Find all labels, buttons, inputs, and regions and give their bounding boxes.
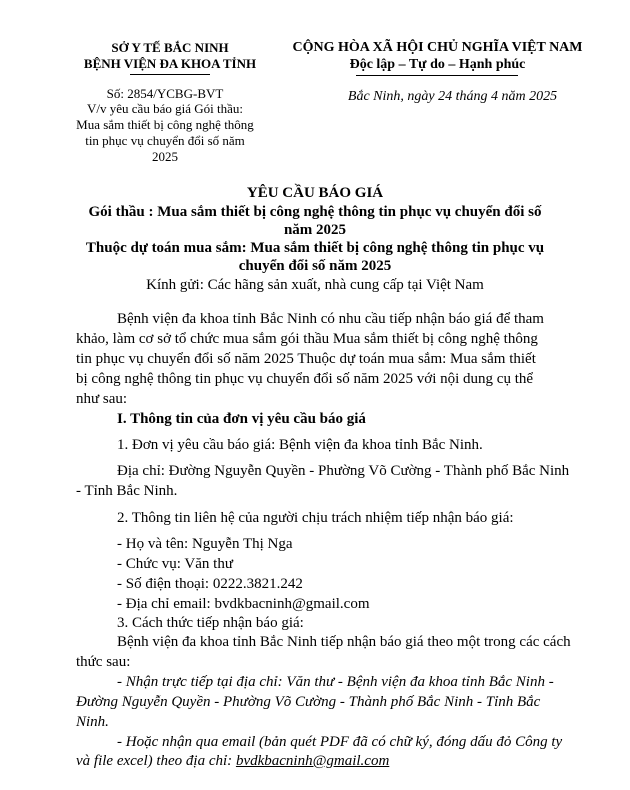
subject-line: V/v yêu cầu báo giá Gói thầu: (87, 101, 243, 116)
direct-delivery-line: Đường Nguyễn Quyền - Phường Võ Cường - Thành phố Bắc Ninh - Tỉnh Bắc (76, 694, 541, 710)
email-delivery-line: - Hoặc nhận qua email (bản quét PDF đã có chữ ký, đóng dấu đỏ Công ty (117, 734, 563, 750)
national-motto: Độc lập – Tự do – Hạnh phúc (349, 57, 526, 72)
methods-line: Bệnh viện đa khoa tỉnh Bắc Ninh tiếp nhận báo giá theo một trong các cách (117, 634, 571, 650)
address-line: Địa chỉ: Đường Nguyễn Quyền - Phường Võ Cường - Thành phố Bắc Ninh (117, 463, 570, 479)
methods-line: thức sau: (76, 654, 131, 670)
email-link[interactable]: bvdkbacninh@gmail.com (235, 753, 390, 769)
intro-line: Bệnh viện đa khoa tỉnh Bắc Ninh có nhu cầu tiếp nhận báo giá để tham (117, 311, 544, 327)
receiving-method-heading: 3. Cách thức tiếp nhận báo giá: (117, 615, 304, 631)
package-title-line: năm 2025 (283, 222, 347, 238)
intro-line: bị công nghệ thông tin phục vụ chuyển đổi số năm 2025 với nội dung cụ thể (76, 371, 534, 387)
contact-heading: 2. Thông tin liên hệ của người chịu trách nhiệm tiếp nhận báo giá: (117, 510, 514, 526)
document-title: YÊU CẦU BÁO GIÁ (246, 185, 384, 201)
recipient-line: Kính gửi: Các hãng sản xuất, nhà cung cấp tại Việt Nam (146, 277, 484, 293)
place-date: Bắc Ninh, ngày 24 tháng 4 năm 2025 (347, 89, 558, 104)
subject-line: tin phục vụ chuyển đổi số năm (85, 133, 245, 148)
contact-name: - Họ và tên: Nguyễn Thị Nga (117, 536, 293, 552)
email-delivery-prefix: và file excel) theo địa chỉ: (76, 753, 236, 769)
address-line: - Tỉnh Bắc Ninh. (76, 483, 178, 499)
direct-delivery-line: Ninh. (76, 714, 109, 730)
intro-line: như sau: (76, 391, 128, 407)
subject-line: 2025 (152, 149, 178, 164)
motto-underline (356, 75, 518, 76)
direct-delivery-line: - Nhận trực tiếp tại địa chỉ: Văn thư - Bệnh viện đa khoa tỉnh Bắc Ninh - (117, 674, 554, 690)
intro-line: tin phục vụ chuyển đổi số năm 2025 Thuộc dự toán mua sắm: Mua sắm thiết (76, 351, 536, 367)
department-name: SỞ Y TẾ BẮC NINH (111, 40, 229, 55)
estimate-title-line: Thuộc dự toán mua sắm: Mua sắm thiết bị công nghệ thông tin phục vụ (85, 240, 545, 256)
contact-phone: - Số điện thoại: 0222.3821.242 (117, 576, 303, 592)
subject-line: Mua sắm thiết bị công nghệ thông (76, 117, 254, 132)
contact-position: - Chức vụ: Văn thư (117, 556, 233, 572)
contact-email: - Địa chỉ email: bvdkbacninh@gmail.com (117, 596, 370, 612)
estimate-title-line: chuyển đổi số năm 2025 (238, 258, 392, 274)
email-delivery-line (76, 752, 389, 770)
hospital-name: BỆNH VIỆN ĐA KHOA TỈNH (83, 56, 257, 71)
package-title-line: Gói thầu : Mua sắm thiết bị công nghệ thông tin phục vụ chuyển đổi số (88, 204, 542, 220)
document-number: Số: 2854/YCBG-BVT (106, 86, 224, 101)
country-name: CỘNG HÒA XÃ HỘI CHỦ NGHĨA VIỆT NAM (292, 40, 583, 55)
intro-line: khảo, làm cơ sở tổ chức mua sắm gói thầu Mua sắm thiết bị công nghệ thông (76, 331, 538, 347)
hospital-underline (130, 74, 210, 75)
requester-unit: 1. Đơn vị yêu cầu báo giá: Bệnh viện đa khoa tỉnh Bắc Ninh. (117, 437, 483, 453)
section-heading: I. Thông tin của đơn vị yêu cầu báo giá (117, 411, 366, 427)
